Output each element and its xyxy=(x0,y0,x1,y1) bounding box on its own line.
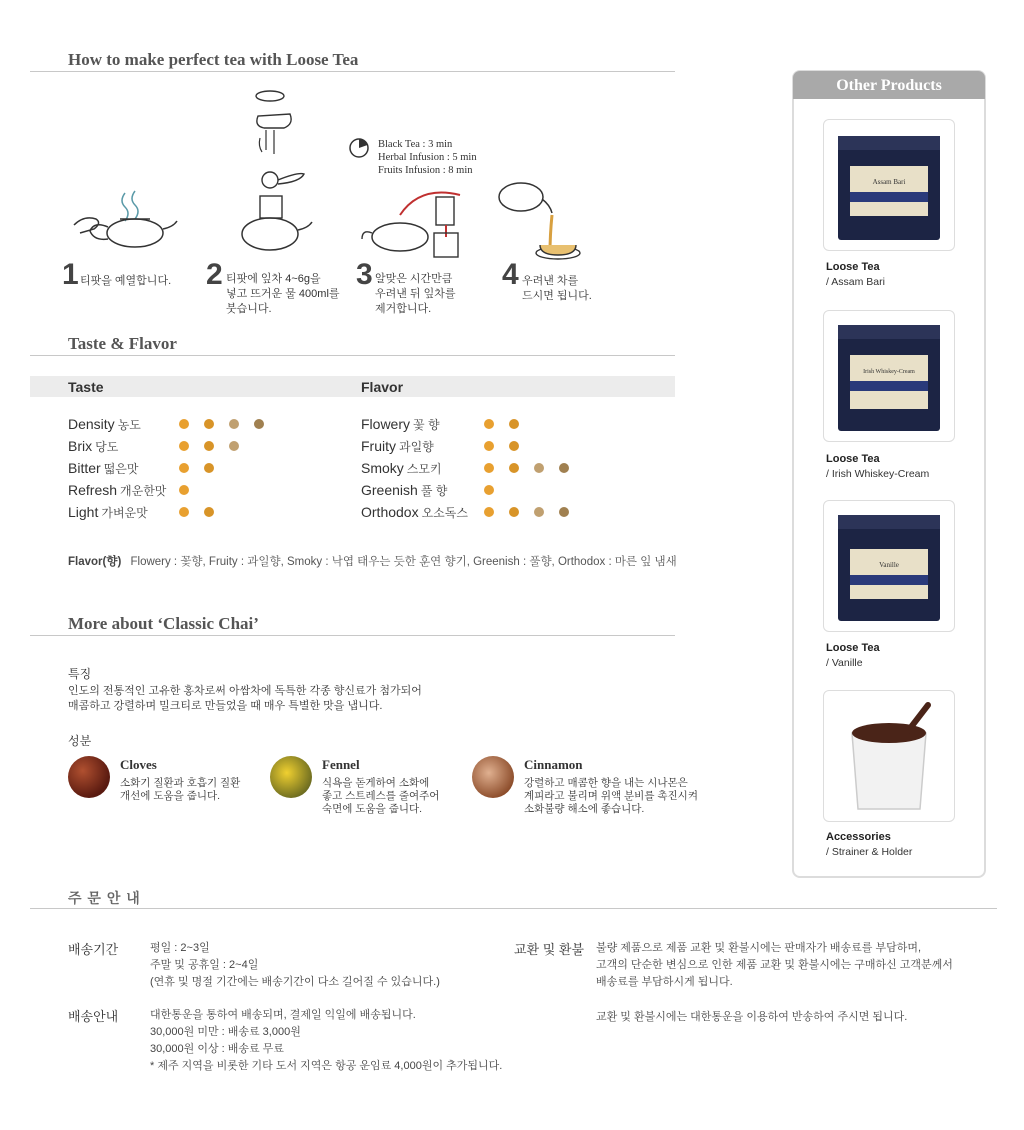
flavor-note-label: Flavor(향) xyxy=(68,556,122,568)
taste-name: Light xyxy=(68,504,99,520)
taste-name: Brix xyxy=(68,438,93,454)
product-3-category[interactable]: Loose Tea xyxy=(826,642,880,654)
fennel-image xyxy=(270,756,312,798)
product-1-category[interactable]: Loose Tea xyxy=(826,261,880,273)
step-3-number: 3 xyxy=(356,258,373,291)
taste-name-ko: 가벼운맛 xyxy=(101,506,148,520)
taste-header: Taste xyxy=(68,379,104,395)
taste-level-dot xyxy=(229,419,239,429)
flavor-row-smoky xyxy=(361,460,442,477)
taste-level-dot xyxy=(179,463,189,473)
product-3-name[interactable]: / Vanille xyxy=(826,657,863,669)
tea-tin-icon xyxy=(824,120,954,250)
flavor-header: Flavor xyxy=(361,379,404,395)
product-assam-bari-thumb[interactable] xyxy=(823,119,955,251)
exchange-text: 불량 제품으로 제품 교환 및 환불시에는 판매자가 배송료를 부담하며, 고객의 단순한 변심으로 인한 제품 교환 및 환불시에는 구매하신 고객분께서 배송료를 부담하시게 됩니다. xyxy=(596,942,953,988)
more-title: More about ‘Classic Chai’ xyxy=(68,614,259,633)
flavor-level-dot xyxy=(559,463,569,473)
tea-tin-icon xyxy=(824,501,954,631)
taste-flavor-title: Taste & Flavor xyxy=(68,334,177,353)
flavor-name-ko: 스모키 xyxy=(406,462,442,476)
delivery-period-label: 배송기간 xyxy=(68,942,119,957)
svg-text:Vanille: Vanille xyxy=(879,561,899,569)
product-2-name[interactable]: / Irish Whiskey-Cream xyxy=(826,468,930,480)
flavor-level-dot xyxy=(484,419,494,429)
taste-level-dot xyxy=(179,507,189,517)
flavor-name: Smoky xyxy=(361,460,404,476)
exchange-label: 교환 및 환불 xyxy=(514,942,585,957)
teapot-preheat-illustration xyxy=(60,185,180,255)
flavor-level-dot xyxy=(509,419,519,429)
flavor-row-orthodox xyxy=(361,504,468,521)
flavor-level-dot xyxy=(509,507,519,517)
cloves-image xyxy=(68,756,110,798)
more-divider xyxy=(30,635,675,636)
cloves-desc: 소화기 질환과 호흡기 질환 개선에 도움을 줍니다. xyxy=(120,777,241,802)
flavor-row-fruity xyxy=(361,438,434,455)
flavor-row-flowery xyxy=(361,416,440,433)
pour-water-illustration xyxy=(230,88,320,268)
step-2-number: 2 xyxy=(206,258,223,291)
howto-title: How to make perfect tea with Loose Tea xyxy=(68,50,359,69)
product-4-name[interactable]: / Strainer & Holder xyxy=(826,846,913,858)
delivery-info-label: 배송안내 xyxy=(68,1009,119,1024)
taste-level-dot xyxy=(204,463,214,473)
svg-text:Irish Whiskey-Cream: Irish Whiskey-Cream xyxy=(863,369,915,375)
step-3-text: 알맞은 시간만큼 우려낸 뒤 잎차를 제거합니다. xyxy=(375,273,456,315)
cinnamon-desc: 강렬하고 매콤한 향을 내는 시나몬은 계피라고 불리며 위액 분비를 촉진시켜 소화불량 해소에 좋습니다. xyxy=(524,777,698,815)
exchange-return-text: 교환 및 환불시에는 대한통운을 이용하여 반송하여 주시면 됩니다. xyxy=(596,1011,908,1023)
flavor-level-dot xyxy=(534,463,544,473)
fennel-name: Fennel xyxy=(322,757,360,772)
order-divider xyxy=(30,908,997,909)
taste-name: Density xyxy=(68,416,115,432)
flavor-name: Greenish xyxy=(361,482,418,498)
other-products-title: Other Products xyxy=(793,71,985,99)
flavor-level-dot xyxy=(484,485,494,495)
taste-level-dot xyxy=(179,441,189,451)
flavor-name-ko: 오소독스 xyxy=(421,506,468,520)
flavor-name: Flowery xyxy=(361,416,411,432)
flavor-level-dot xyxy=(559,507,569,517)
ingredient-label: 성분 xyxy=(68,734,92,748)
flavor-level-dot xyxy=(509,441,519,451)
flavor-level-dot xyxy=(484,463,494,473)
fennel-desc: 식욕을 돋게하여 소화에 좋고 스트레스를 줄여주어 숙면에 도움을 줍니다. xyxy=(322,777,440,815)
serve-tea-illustration xyxy=(496,175,591,265)
taste-level-dot xyxy=(254,419,264,429)
cinnamon-name: Cinnamon xyxy=(524,757,583,772)
remove-leaves-illustration xyxy=(360,185,470,260)
taste-name-ko: 떫은맛 xyxy=(103,462,139,476)
flavor-level-dot xyxy=(534,507,544,517)
taste-level-dot xyxy=(204,441,214,451)
flavor-name-ko: 과일향 xyxy=(399,440,434,454)
product-4-category[interactable]: Accessories xyxy=(826,831,891,843)
delivery-info-text: 대한통운을 통하여 배송되며, 결제일 익일에 배송됩니다. 30,000원 미만 : 배송료 3,000원 30,000원 이상 : 배송료 무료 * 제주 지역을 비롯한 기타 도서 지역은 항공 운임료 4,000원이 추가됩니다. xyxy=(150,1009,503,1072)
taste-name-ko: 개운한맛 xyxy=(120,484,167,498)
product-vanille-thumb[interactable] xyxy=(823,500,955,632)
flavor-name-ko: 풀 향 xyxy=(420,484,448,498)
taste-row-brix xyxy=(68,438,118,455)
order-title: 주 문 안 내 xyxy=(68,890,141,906)
flavor-name-ko: 꽃 향 xyxy=(413,418,440,432)
feature-text: 인도의 전통적인 고유한 홍차로써 아쌈차에 독특한 각종 향신료가 첨가되어 매콤하고 강렬하며 밀크티로 만들었을 때 매우 특별한 맛을 냅니다. xyxy=(68,685,422,712)
taste-row-refresh xyxy=(68,482,166,499)
svg-text:Assam Bari: Assam Bari xyxy=(872,178,906,186)
tea-tin-icon xyxy=(824,311,954,441)
timer-icon xyxy=(348,137,370,159)
taste-row-bitter xyxy=(68,460,138,477)
product-irish-whiskey-cream-thumb[interactable] xyxy=(823,310,955,442)
taste-level-dot xyxy=(229,441,239,451)
flavor-level-dot xyxy=(484,441,494,451)
flavor-level-dot xyxy=(509,463,519,473)
product-2-category[interactable]: Loose Tea xyxy=(826,453,880,465)
taste-row-light xyxy=(68,504,148,521)
taste-name-ko: 당도 xyxy=(95,440,119,454)
step-1-number: 1 xyxy=(62,258,79,291)
flavor-name: Orthodox xyxy=(361,504,419,520)
flavor-row-greenish xyxy=(361,482,447,499)
steep-times: Black Tea : 3 min Herbal Infusion : 5 min Fruits Infusion : 8 min xyxy=(378,139,477,176)
flavor-level-dot xyxy=(484,507,494,517)
taste-name: Refresh xyxy=(68,482,118,498)
flavor-note-text: Flowery : 꽃향, Fruity : 과일향, Smoky : 낙엽 태우는 듯한 훈연 향기, Greenish : 풀향, Orthodox : 마른 잎 냄새 xyxy=(130,556,677,568)
flavor-note xyxy=(68,553,677,569)
step-4-number: 4 xyxy=(502,258,519,291)
cinnamon-image xyxy=(472,756,514,798)
taste-level-dot xyxy=(179,485,189,495)
taste-row-density xyxy=(68,416,141,433)
taste-level-dot xyxy=(204,419,214,429)
step-4-text: 우려낸 차를 드시면 됩니다. xyxy=(522,275,592,302)
strainer-cup-icon xyxy=(824,691,954,821)
flavor-name: Fruity xyxy=(361,438,396,454)
step-1-text: 티팟을 예열합니다. xyxy=(80,275,172,287)
taste-level-dot xyxy=(204,507,214,517)
product-strainer-holder-thumb[interactable] xyxy=(823,690,955,822)
feature-label: 특징 xyxy=(68,667,92,681)
taste-flavor-divider xyxy=(30,355,675,356)
taste-flavor-header-bar xyxy=(30,376,675,397)
delivery-period-text: 평일 : 2~3일 주말 및 공휴일 : 2~4일 (연휴 및 명절 기간에는 배송기간이 다소 길어질 수 있습니다.) xyxy=(150,942,440,988)
howto-divider xyxy=(30,71,675,72)
step-2-text: 티팟에 잎차 4~6g을 넣고 뜨거운 물 400ml를 붓습니다. xyxy=(226,273,340,315)
taste-name: Bitter xyxy=(68,460,101,476)
taste-level-dot xyxy=(179,419,189,429)
product-1-name[interactable]: / Assam Bari xyxy=(826,276,885,288)
taste-name-ko: 농도 xyxy=(117,418,141,432)
cloves-name: Cloves xyxy=(120,757,157,772)
